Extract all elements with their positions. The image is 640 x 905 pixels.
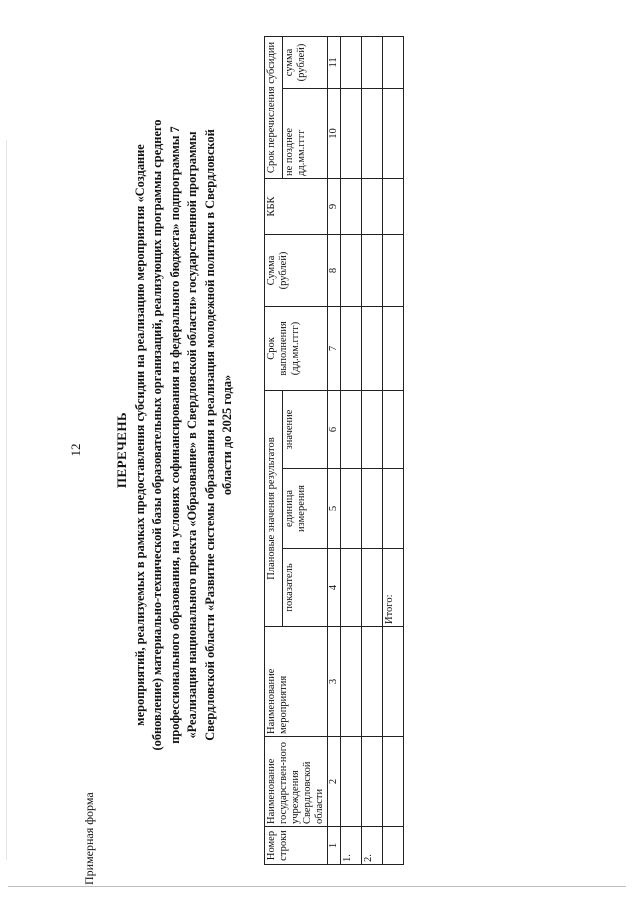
table-cell — [362, 390, 383, 468]
column-number: 3 — [328, 627, 341, 737]
table-cell — [383, 178, 404, 234]
header-unit: единица измерения — [283, 469, 328, 549]
row-number-cell: 2. — [362, 827, 383, 865]
header-value: значение — [283, 390, 328, 468]
table-cell — [362, 234, 383, 306]
table-cell — [383, 36, 404, 88]
rotated-page — [40, 15, 600, 885]
activities-table — [264, 36, 404, 865]
document-subtitle — [132, 75, 236, 795]
table-cell — [362, 36, 383, 88]
table-cell — [383, 469, 404, 549]
header-transfer-amount: сумма (рублей) — [283, 36, 328, 88]
table-cell — [383, 390, 404, 468]
header-transfer-period: Срок перечисления субсидии — [265, 36, 283, 178]
table-cell — [341, 234, 362, 306]
table-cell — [341, 390, 362, 468]
table-cell — [383, 627, 404, 737]
column-number: 2 — [328, 737, 341, 827]
table-cell — [383, 306, 404, 390]
table-cell — [341, 178, 362, 234]
table-cell — [341, 549, 362, 627]
table-cell — [362, 178, 383, 234]
table-cell — [341, 36, 362, 88]
table-cell — [362, 306, 383, 390]
header-planned-results: Плановые значения результатов — [265, 390, 283, 626]
table-cell — [362, 88, 383, 178]
subtitle-line: Свердловской области «Развитие системы образования и реализация молодежной политики в Свердловской — [202, 129, 217, 741]
column-number: 11 — [328, 36, 341, 88]
column-number: 4 — [328, 549, 341, 627]
table-row — [341, 36, 362, 864]
table-cell — [362, 627, 383, 737]
total-label: Итого: — [383, 549, 404, 627]
table-cell — [341, 469, 362, 549]
row-number-cell: 1. — [341, 827, 362, 865]
column-number: 1 — [328, 827, 341, 865]
header-indicator: показатель — [283, 549, 328, 627]
table-cell — [383, 234, 404, 306]
table-cell — [362, 549, 383, 627]
column-number: 8 — [328, 234, 341, 306]
column-numbers-row — [328, 36, 341, 864]
header-kbk: КБК — [265, 178, 328, 234]
column-number: 9 — [328, 178, 341, 234]
subtitle-line: мероприятий, реализуемых в рамках предоставления субсидии на реализацию мероприятия «Создание — [133, 144, 147, 726]
scan-line — [8, 886, 626, 887]
table-cell — [383, 737, 404, 827]
header-amount: Сумма (рублей) — [265, 234, 328, 306]
subtitle-line: профессионального образования, на условиях софинансирования из федерального бюджета» подпрограммы 7 — [167, 126, 182, 744]
header-activity: Наименование мероприятия — [265, 627, 328, 737]
table-cell — [341, 306, 362, 390]
column-number: 7 — [328, 306, 341, 390]
header-not-later: не позднее дд.мм.гггг — [283, 88, 328, 178]
subtitle-line: области до 2025 года» — [220, 374, 235, 496]
header-deadline: Срок выполнения (дд.мм.гггг) — [265, 306, 328, 390]
page-number: 12 — [68, 443, 83, 457]
header-institution: Наименование государствен-ного учреждения Свердловской области — [265, 737, 328, 827]
table-cell — [362, 469, 383, 549]
table-cell — [383, 88, 404, 178]
column-number: 10 — [328, 88, 341, 178]
table-cell — [383, 827, 404, 865]
subtitle-line: «Реализация национального проекта «Образование» в Свердловской области» государственной программы — [185, 131, 200, 739]
subtitle-line: (обновление) материально-технической базы образовательных организаций, реализующих программы среднего — [150, 119, 165, 751]
header-row-number: Номер строки — [265, 827, 328, 865]
header-row — [265, 36, 283, 864]
total-row — [383, 36, 404, 864]
document-title: ПЕРЕЧЕНЬ — [114, 411, 129, 489]
column-number: 5 — [328, 469, 341, 549]
scan-edge — [6, 140, 7, 860]
form-label: Примерная форма — [82, 792, 96, 885]
table-cell — [341, 88, 362, 178]
column-number: 6 — [328, 390, 341, 468]
table-row — [362, 36, 383, 864]
table-cell — [341, 737, 362, 827]
table-cell — [362, 737, 383, 827]
table-cell — [341, 627, 362, 737]
